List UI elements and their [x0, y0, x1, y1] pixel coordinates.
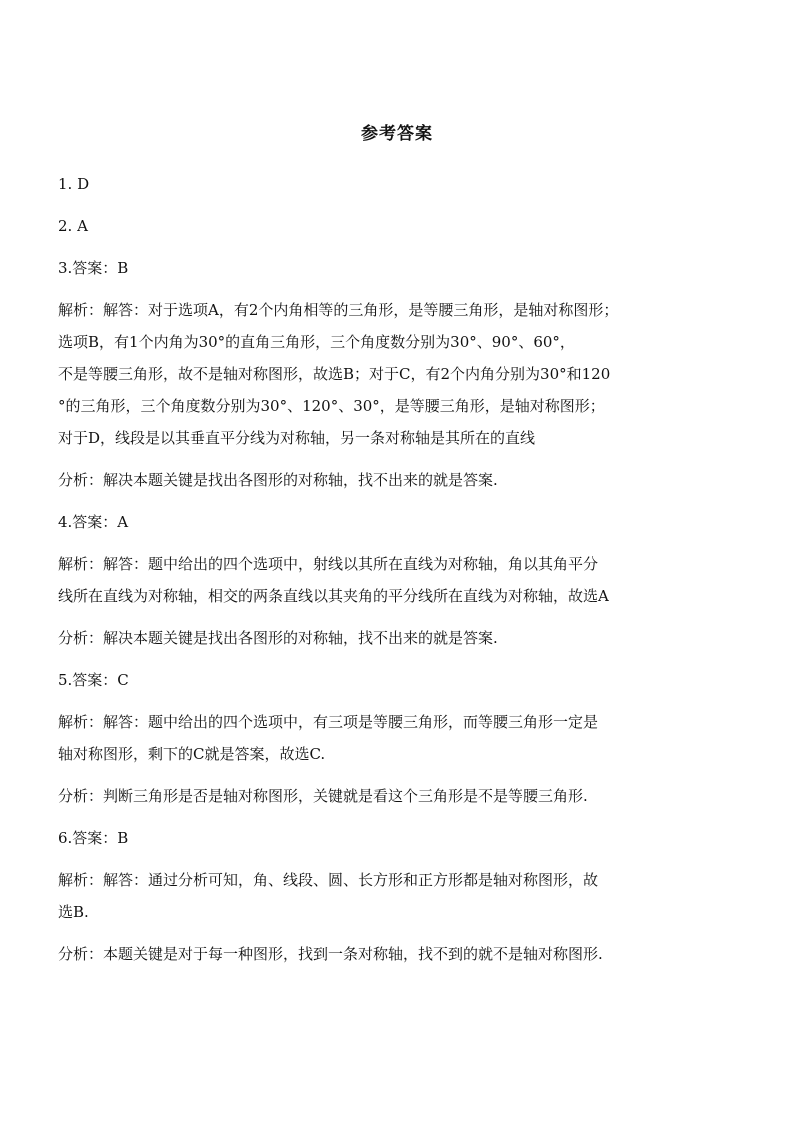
answer-3-analysis-line: °的三角形，三个角度数分别为30°、120°、30°，是等腰三角形，是轴对称图形；: [58, 397, 605, 415]
page-title: 参考答案: [361, 124, 433, 144]
answer-4-head: 4.答案：A: [58, 513, 129, 531]
answer-6-summary: 分析：本题关键是对于每一种图形，找到一条对称轴，找不到的就不是轴对称图形.: [58, 945, 603, 963]
answer-2: 2. A: [58, 217, 88, 235]
answer-3-head: 3.答案：B: [58, 259, 129, 277]
answer-3-summary: 分析：解决本题关键是找出各图形的对称轴，找不出来的就是答案.: [58, 471, 498, 489]
answer-5-analysis-line: 解析：解答：题中给出的四个选项中，有三项是等腰三角形，而等腰三角形一定是: [58, 713, 599, 731]
answer-3-analysis-line: 不是等腰三角形，故不是轴对称图形，故选B；对于C，有2个内角分别为30°和120: [58, 365, 611, 383]
answer-6-analysis-line: 选B.: [58, 903, 89, 921]
answer-4-analysis-line: 线所在直线为对称轴，相交的两条直线以其夹角的平分线所在直线为对称轴，故选A: [58, 587, 609, 605]
answer-list: [58, 168, 740, 970]
answer-6-head: 6.答案：B: [58, 829, 129, 847]
answer-5-head: 5.答案：C: [58, 671, 129, 689]
answer-3-analysis-line: 对于D，线段是以其垂直平分线为对称轴，另一条对称轴是其所在的直线: [58, 429, 536, 447]
answer-1: 1. D: [58, 175, 90, 193]
answer-3-analysis-line: 解析：解答：对于选项A，有2个内角相等的三角形，是等腰三角形，是轴对称图形；: [58, 301, 619, 319]
answer-3-analysis-line: 选项B，有1个内角为30°的直角三角形，三个角度数分别为30°、90°、60°，: [58, 333, 575, 351]
answer-5-summary: 分析：判断三角形是否是轴对称图形，关键就是看这个三角形是不是等腰三角形.: [58, 787, 588, 805]
answer-6-analysis-line: 解析：解答：通过分析可知，角、线段、圆、长方形和正方形都是轴对称图形，故: [58, 871, 599, 889]
answer-4-analysis-line: 解析：解答：题中给出的四个选项中，射线以其所在直线为对称轴，角以其角平分: [58, 555, 599, 573]
answer-5-analysis-line: 轴对称图形，剩下的C就是答案，故选C.: [58, 745, 326, 763]
answer-4-summary: 分析：解决本题关键是找出各图形的对称轴，找不出来的就是答案.: [58, 629, 498, 647]
